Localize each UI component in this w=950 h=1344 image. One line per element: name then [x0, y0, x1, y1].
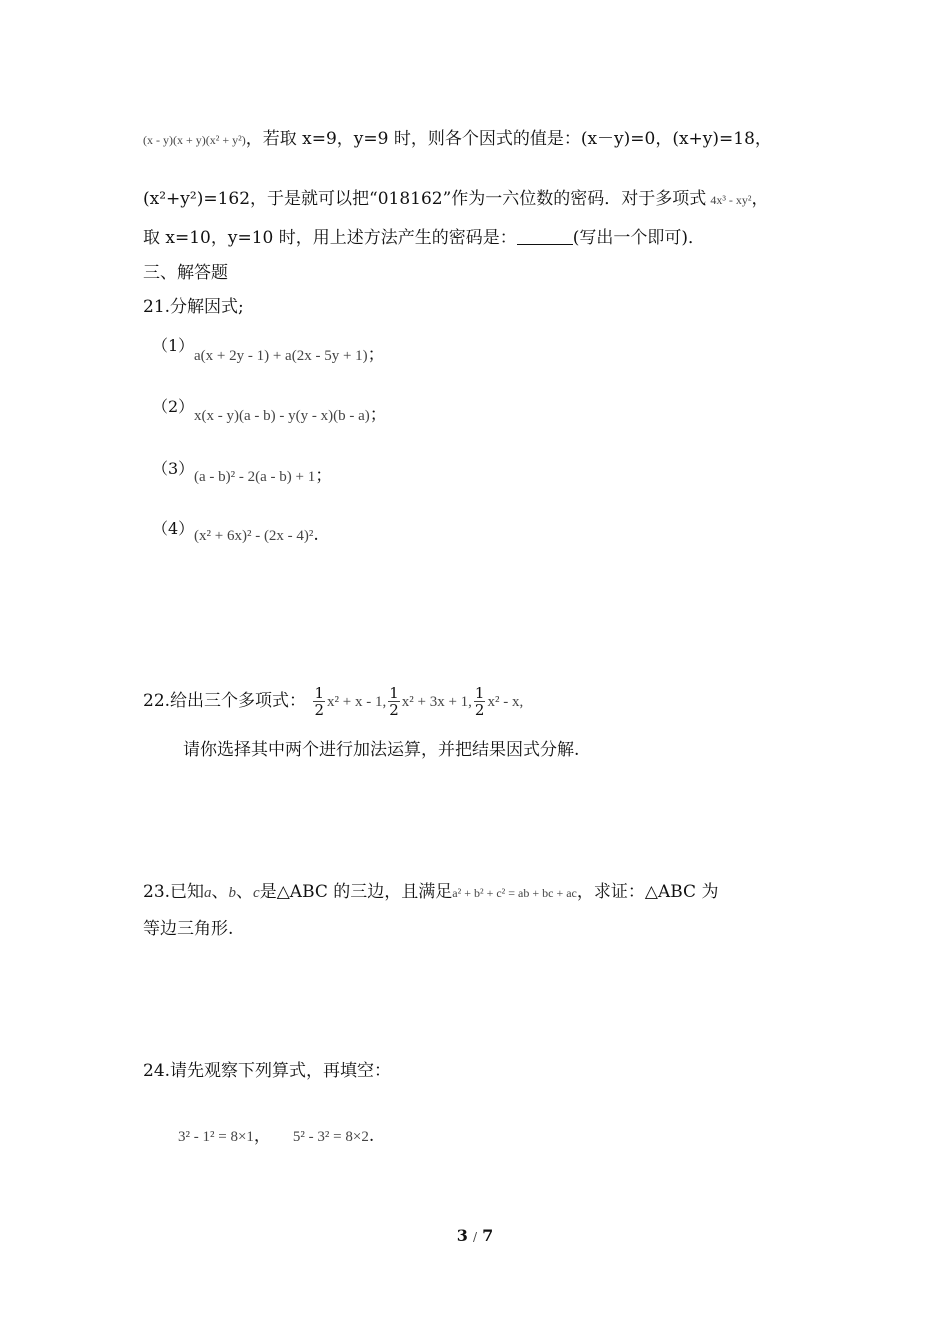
- frac-num: 1: [474, 684, 485, 702]
- q22-line-1: [143, 681, 523, 722]
- q21-item-2-end: ；: [369, 405, 387, 425]
- var-a: a: [204, 885, 212, 901]
- q22-title: 22.给出三个多项式：: [143, 691, 307, 711]
- page-separator: /: [472, 1230, 478, 1244]
- q23-sep-2: 、: [236, 882, 254, 902]
- q20-expr-1: (x - y)(x + y)(x² + y²): [143, 133, 246, 147]
- q24-equations: [178, 1125, 374, 1148]
- q24-sep: ，: [253, 1126, 271, 1146]
- q23-part-2: 是△ABC 的三边，且满足: [259, 882, 453, 902]
- var-c: c: [253, 885, 260, 901]
- q24-eq-2: 5² - 3² = 8×2: [292, 1129, 369, 1145]
- q21-title: 21.分解因式;: [143, 297, 244, 317]
- q23-line-1: [143, 881, 718, 904]
- q21-item-3: [194, 465, 332, 488]
- frac-den: 2: [389, 701, 399, 719]
- q22-line-2: 请你选择其中两个进行加法运算，并把结果因式分解.: [183, 740, 580, 760]
- q20-text-3b: (写出一个即可)．: [572, 228, 706, 248]
- q20-text-1: ，若取 x=9，y=9 时，则各个因式的值是：(x－y)=0，(x+y)=18，: [245, 129, 772, 149]
- answer-blank[interactable]: [517, 228, 573, 245]
- q23-expr: a² + b² + c² = ab + bc + ac: [452, 886, 577, 900]
- q23-part-3: ，求证：△ABC 为: [576, 882, 719, 902]
- q21-item-3-expr: (a - b)² - 2(a - b) + 1: [194, 469, 316, 485]
- q21-item-1-expr: a(x + 2y - 1) + a(2x - 5y + 1): [194, 348, 368, 364]
- q21-item-2: [194, 404, 387, 427]
- q21-item-4-expr: (x² + 6x)² - (2x - 4)²: [194, 528, 314, 544]
- q22-poly-3: x² - x,: [487, 694, 524, 710]
- frac-den: 2: [474, 701, 485, 719]
- q21-item-1: [194, 344, 385, 367]
- q24-end: .: [368, 1126, 375, 1146]
- q20-expr-2: 4x³ - xy²: [710, 193, 752, 207]
- q20-line-2: [143, 188, 769, 211]
- q20-text-3a: 取 x=10，y=10 时，用上述方法产生的密码是：: [143, 228, 517, 248]
- q21-item-3-label: （3）: [152, 459, 195, 478]
- q23-line-2: 等边三角形.: [143, 919, 234, 939]
- total-pages: 7: [482, 1226, 494, 1245]
- q20-line-3: [143, 227, 705, 249]
- q20-line-1: [143, 128, 772, 151]
- q22-poly-2: x² + 3x + 1,: [401, 694, 472, 710]
- q20-text-2a: (x²+y²)=162，于是就可以把“018162”作为一六位数的密码．对于多项式: [143, 189, 707, 209]
- q21-item-3-end: ；: [315, 466, 333, 486]
- q21-item-2-expr: x(x - y)(a - b) - y(y - x)(b - a): [194, 408, 370, 424]
- fraction-half-2: [388, 685, 400, 718]
- q21-item-1-end: ；: [367, 345, 385, 365]
- q21-item-4-label: （4）: [152, 519, 195, 538]
- q23-sep-1: 、: [211, 882, 229, 902]
- page-number: [0, 1226, 950, 1245]
- q21-item-2-label: （2）: [152, 397, 195, 416]
- q23-part-1: 23.已知: [143, 882, 205, 902]
- q21-item-1-label: （1）: [152, 336, 195, 355]
- q24-title: 24.请先观察下列算式，再填空：: [143, 1061, 392, 1081]
- section-heading: 三、解答题: [143, 263, 228, 283]
- frac-den: 2: [314, 701, 324, 719]
- q24-eq-1: 3² - 1² = 8×1: [178, 1129, 254, 1145]
- q21-item-4-end: .: [313, 525, 319, 545]
- q20-text-2b: ，: [751, 189, 769, 209]
- var-b: b: [228, 885, 237, 901]
- frac-num: 1: [389, 684, 399, 702]
- current-page: 3: [456, 1226, 468, 1245]
- fraction-half-1: [313, 685, 325, 718]
- frac-num: 1: [314, 684, 324, 702]
- q21-item-4: [194, 524, 319, 547]
- q22-poly-1: x² + x - 1,: [327, 694, 387, 710]
- fraction-half-3: [474, 685, 486, 718]
